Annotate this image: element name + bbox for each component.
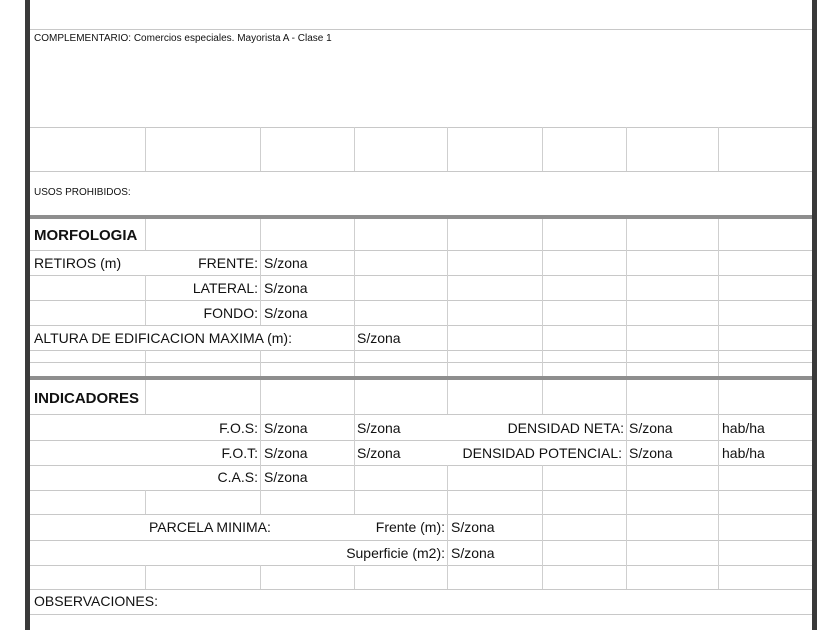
grid-column-line	[447, 219, 448, 376]
grid-column-line	[354, 127, 355, 171]
grid-column-line	[145, 490, 146, 514]
grid-column-line	[145, 275, 146, 325]
grid-line	[30, 275, 812, 276]
cas-value: S/zona	[264, 469, 308, 485]
complementario-text: COMPLEMENTARIO: Comercios especiales. Mayorista A - Clase 1	[34, 33, 332, 44]
grid-line	[30, 171, 812, 172]
altura-value: S/zona	[357, 330, 401, 346]
grid-line	[30, 614, 812, 615]
grid-line	[30, 465, 812, 466]
altura-label: ALTURA DE EDIFICACION MAXIMA (m):	[34, 330, 292, 346]
grid-column-line	[145, 219, 146, 250]
grid-column-line	[542, 219, 543, 376]
grid-column-line	[260, 380, 261, 514]
parcela-minima-label: PARCELA MINIMA:	[149, 519, 271, 535]
grid-column-line	[260, 565, 261, 589]
grid-line	[30, 127, 812, 128]
grid-column-line	[542, 465, 543, 589]
grid-column-line	[447, 127, 448, 171]
grid-column-line	[718, 127, 719, 171]
frente-m-value: S/zona	[451, 519, 495, 535]
section-divider	[30, 376, 812, 380]
grid-line	[30, 250, 812, 251]
densidad-neta-label: DENSIDAD NETA:	[507, 420, 624, 436]
cas-label: C.A.S:	[217, 469, 258, 485]
fondo-value: S/zona	[264, 305, 308, 321]
grid-column-line	[626, 219, 627, 376]
densidad-neta-unit: hab/ha	[722, 420, 765, 436]
lateral-label: LATERAL:	[192, 280, 258, 296]
fot-value: S/zona	[264, 445, 308, 461]
fot-value-2: S/zona	[357, 445, 401, 461]
superficie-label: Superficie (m2):	[346, 545, 445, 561]
frente-value: S/zona	[264, 255, 308, 271]
grid-line	[30, 362, 812, 363]
grid-column-line	[145, 350, 146, 376]
frente-label: FRENTE:	[198, 255, 258, 271]
grid-column-line	[447, 465, 448, 589]
lateral-value: S/zona	[264, 280, 308, 296]
grid-line	[30, 414, 812, 415]
densidad-potencial-cell	[448, 444, 624, 462]
grid-column-line	[626, 127, 627, 171]
grid-column-line	[447, 380, 448, 414]
superficie-value: S/zona	[451, 545, 495, 561]
fot-label: F.O.T:	[221, 445, 258, 461]
grid-column-line	[354, 380, 355, 514]
grid-column-line	[145, 380, 146, 414]
grid-line	[30, 540, 812, 541]
sheet-border-right	[812, 0, 817, 630]
grid-column-line	[260, 127, 261, 171]
grid-column-line	[626, 380, 627, 589]
morfologia-title: MORFOLOGIA	[34, 227, 138, 244]
densidad-neta-value: S/zona	[629, 420, 673, 436]
grid-column-line	[542, 380, 543, 414]
indicadores-title: INDICADORES	[34, 390, 140, 407]
fondo-label: FONDO:	[203, 305, 258, 321]
grid-column-line	[145, 127, 146, 171]
densidad-potencial-unit: hab/ha	[722, 445, 765, 461]
grid-line	[30, 440, 812, 441]
grid-column-line	[542, 127, 543, 171]
grid-line	[30, 325, 812, 326]
grid-column-line	[260, 350, 261, 376]
section-divider	[30, 215, 812, 219]
sheet-border-left	[25, 0, 30, 630]
observaciones-label: OBSERVACIONES:	[34, 593, 158, 609]
grid-column-line	[354, 219, 355, 376]
grid-column-line	[260, 219, 261, 325]
densidad-potencial-label: DENSIDAD POTENCIAL:	[462, 445, 622, 461]
usos-prohibidos-label: USOS PROHIBIDOS:	[34, 187, 131, 198]
grid-line	[30, 300, 812, 301]
densidad-potencial-value: S/zona	[629, 445, 673, 461]
grid-line	[30, 350, 812, 351]
grid-line	[30, 29, 812, 30]
grid-column-line	[718, 380, 719, 589]
grid-line	[30, 490, 812, 491]
retiros-label: RETIROS (m)	[34, 255, 122, 271]
fos-value: S/zona	[264, 420, 308, 436]
frente-m-label: Frente (m):	[375, 519, 445, 535]
grid-line	[30, 514, 812, 515]
grid-column-line	[718, 219, 719, 376]
fos-value-2: S/zona	[357, 420, 401, 436]
grid-line	[30, 565, 812, 566]
fos-label: F.O.S:	[219, 420, 258, 436]
grid-line	[30, 589, 812, 590]
grid-column-line	[354, 565, 355, 589]
grid-column-line	[145, 565, 146, 589]
